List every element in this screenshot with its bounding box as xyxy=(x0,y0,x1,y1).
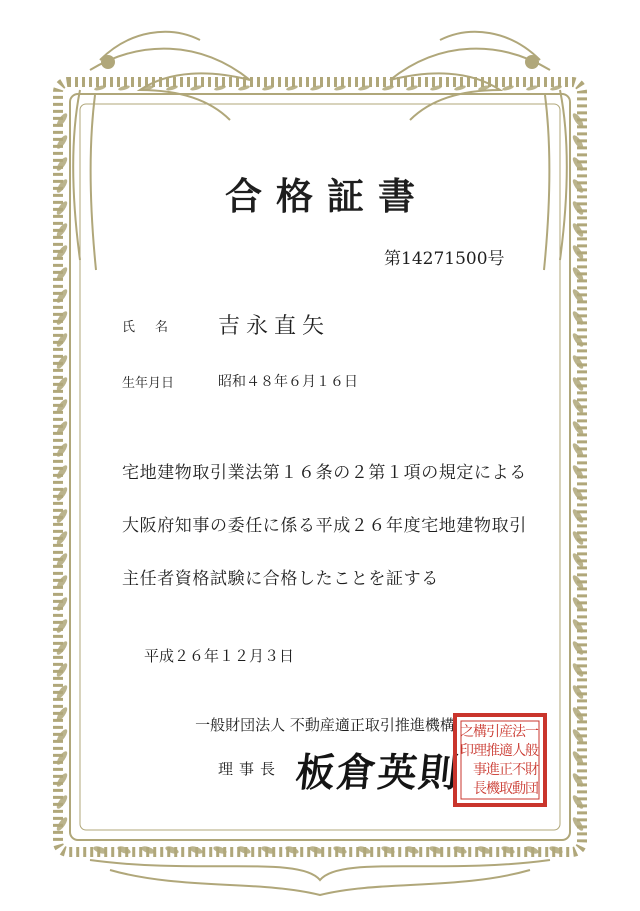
signatory-name: 板倉英則 xyxy=(293,750,463,796)
body-line-3: 主任者資格試験に合格したことを証する xyxy=(122,569,439,589)
svg-text:適: 適 xyxy=(499,743,513,759)
vine-ornament-bottom xyxy=(90,860,550,895)
official-seal xyxy=(452,712,548,808)
svg-text:不: 不 xyxy=(512,762,526,778)
phoenix-ornament-left xyxy=(73,32,250,270)
issue-date: 平成２６年１２月３日 xyxy=(144,647,295,665)
body-line-2: 大阪府知事の委任に係る平成２６年度宅地建物取引 xyxy=(122,516,527,536)
svg-text:機: 機 xyxy=(486,781,500,797)
svg-text:正: 正 xyxy=(499,762,513,778)
body-line-1: 宅地建物取引業法第１６条の２第１項の規定による xyxy=(122,463,527,483)
svg-text:事: 事 xyxy=(473,762,487,778)
certificate-title: 合格証書 xyxy=(225,174,429,218)
certificate-number: 第14271500号 xyxy=(384,249,505,269)
svg-text:動: 動 xyxy=(512,781,526,797)
svg-text:引: 引 xyxy=(486,724,500,740)
svg-text:印: 印 xyxy=(460,743,474,759)
svg-text:進: 進 xyxy=(486,762,500,778)
name-value: 吉永直矢 xyxy=(218,314,331,339)
svg-text:産: 産 xyxy=(499,724,513,740)
svg-text:取: 取 xyxy=(499,781,513,797)
svg-text:構: 構 xyxy=(473,724,487,740)
birthdate-value: 昭和４８年６月１６日 xyxy=(218,374,358,390)
svg-text:財: 財 xyxy=(525,762,539,778)
svg-text:長: 長 xyxy=(473,781,487,797)
birthdate-label: 生年月日 xyxy=(122,376,175,391)
svg-text:理: 理 xyxy=(473,743,487,759)
issuer-organization: 一般財団法人 不動産適正取引推進機構 xyxy=(195,716,455,734)
name-label: 氏名 xyxy=(122,320,189,335)
svg-text:一: 一 xyxy=(525,724,539,740)
svg-text:之: 之 xyxy=(460,724,474,740)
svg-text:般: 般 xyxy=(525,743,539,759)
signatory-title: 理事長 xyxy=(218,760,282,778)
svg-text:団: 団 xyxy=(525,781,539,797)
svg-text:推: 推 xyxy=(486,743,500,759)
svg-text:法: 法 xyxy=(512,724,526,740)
phoenix-ornament-right xyxy=(390,32,567,270)
svg-text:人: 人 xyxy=(512,743,526,759)
